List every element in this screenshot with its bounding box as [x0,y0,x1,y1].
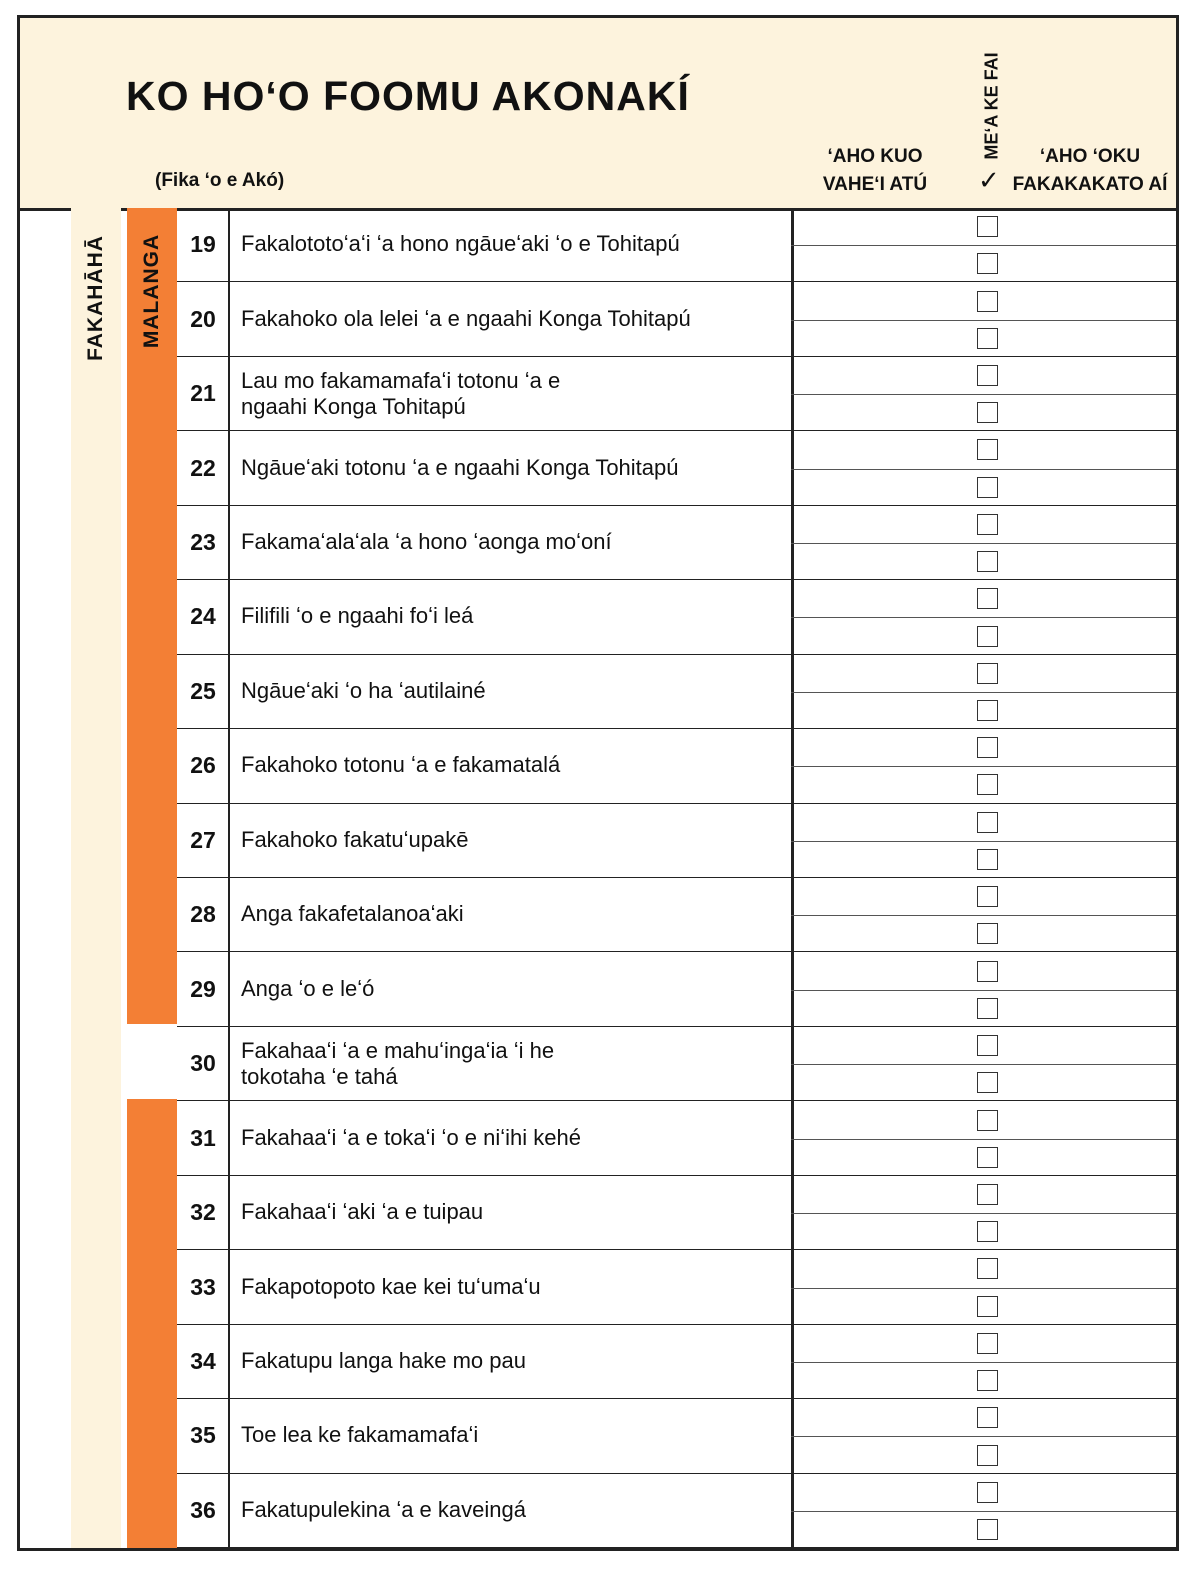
row-half-divider [791,245,1176,246]
row-divider [177,1547,1176,1548]
assignment-checkbox[interactable] [977,886,998,907]
lesson-title: Fakahaaʻi ʻa e mahuʻingaʻia ʻi he tokotaha ʻe tahá [241,1038,555,1090]
column-header-to-do-wrap [978,48,1006,163]
lesson-number: 20 [190,305,216,332]
assignment-checkbox[interactable] [977,588,998,609]
row-half-divider [791,915,1176,916]
lesson-number: 24 [190,603,216,630]
assignment-checkbox[interactable] [977,1258,998,1279]
lesson-title: Fakahoko ola lelei ʻa e ngaahi Konga Tohitapú [241,305,691,331]
lesson-number: 28 [190,901,216,928]
row-half-divider [791,1362,1176,1363]
lesson-title: Filifili ʻo e ngaahi foʻi leá [241,603,474,629]
table-row [20,1101,1176,1175]
assignment-checkbox[interactable] [977,291,998,312]
lesson-title: Fakahaaʻi ʻa e tokaʻi ʻo e niʻihi kehé [241,1124,581,1150]
row-half-divider [791,1064,1176,1065]
completion-checkbox[interactable] [977,849,998,870]
lesson-number: 25 [190,677,216,704]
table-row [20,580,1176,654]
table-row [20,1474,1176,1548]
assignment-checkbox[interactable] [977,365,998,386]
lesson-title: Fakatupu langa hake mo pau [241,1347,526,1373]
assignment-checkbox[interactable] [977,663,998,684]
lesson-title: Anga fakafetalanoaʻaki [241,901,464,927]
lesson-title: Fakahaaʻi ʻaki ʻa e tuipau [241,1199,484,1225]
lesson-number: 19 [190,231,216,258]
completion-checkbox[interactable] [977,551,998,572]
assignment-checkbox[interactable] [977,216,998,237]
lesson-number: 29 [190,975,216,1002]
table-row [20,1176,1176,1250]
assignment-checkbox[interactable] [977,1184,998,1205]
table-row [20,1325,1176,1399]
assignment-checkbox[interactable] [977,1035,998,1056]
assignment-checkbox[interactable] [977,961,998,982]
page-title: KO HOʻO FOOMU AKONAKÍ [126,73,690,119]
lesson-title: Fakamaʻalaʻala ʻa hono ʻaonga moʻoní [241,529,612,555]
section-label-fakahaha: FAKAHĀHĀ [84,235,107,361]
lesson-title: Anga ʻo e leʻó [241,975,375,1001]
table-row [20,655,1176,729]
lesson-number: 21 [190,380,216,407]
lesson-title: Ngāueʻaki ʻo ha ʻautilainé [241,677,486,703]
completion-checkbox[interactable] [977,402,998,423]
checkmark-icon: ✓ [978,165,1000,195]
completion-checkbox[interactable] [977,1221,998,1242]
completion-checkbox[interactable] [977,1370,998,1391]
row-half-divider [791,990,1176,991]
section-label-malanga: MALANGA [140,233,163,348]
table-row [20,878,1176,952]
assignment-checkbox[interactable] [977,514,998,535]
table-row [20,729,1176,803]
row-half-divider [791,394,1176,395]
table-row [20,282,1176,356]
row-half-divider [791,1213,1176,1214]
completion-checkbox[interactable] [977,1147,998,1168]
lesson-number: 34 [190,1347,216,1374]
completion-checkbox[interactable] [977,328,998,349]
lesson-number: 30 [190,1050,216,1077]
completion-checkbox[interactable] [977,1445,998,1466]
table-row [20,357,1176,431]
lesson-number: 32 [190,1199,216,1226]
assignment-checkbox[interactable] [977,1333,998,1354]
lesson-title: Fakahoko fakatuʻupakē [241,826,469,852]
completion-checkbox[interactable] [977,1519,998,1540]
lesson-number: 35 [190,1422,216,1449]
table-row [20,804,1176,878]
assignment-checkbox[interactable] [977,439,998,460]
row-half-divider [791,1288,1176,1289]
assignment-checkbox[interactable] [977,737,998,758]
lesson-number: 22 [190,454,216,481]
row-half-divider [791,1139,1176,1140]
column-header-to-do: MEʻA KE FAI [981,51,1002,160]
table-row [20,1399,1176,1473]
lesson-number: 31 [190,1124,216,1151]
lesson-number: 23 [190,529,216,556]
assignment-checkbox[interactable] [977,1407,998,1428]
page-subtitle: (Fika ʻo e Akó) [155,170,285,191]
completion-checkbox[interactable] [977,998,998,1019]
table-row [20,506,1176,580]
row-half-divider [791,1511,1176,1512]
lesson-title: Fakahoko totonu ʻa e fakamatalá [241,752,561,778]
row-half-divider [791,469,1176,470]
completion-checkbox[interactable] [977,253,998,274]
lesson-title: Toe lea ke fakamamafaʻi [241,1422,479,1448]
lesson-title: Ngāueʻaki totonu ʻa e ngaahi Konga Tohitapú [241,454,679,480]
table-row [20,431,1176,505]
lesson-title: Fakatupulekina ʻa e kaveingá [241,1496,526,1522]
lesson-number: 36 [190,1496,216,1523]
completion-checkbox[interactable] [977,923,998,944]
lesson-title: Fakapotopoto kae kei tuʻumaʻu [241,1273,541,1299]
header [20,18,1176,211]
completion-checkbox[interactable] [977,477,998,498]
completion-checkbox[interactable] [977,1072,998,1093]
lesson-number: 33 [190,1273,216,1300]
column-header-date-assigned: ʻAHO KUO VAHEʻI ATÚ [822,146,928,195]
column-header-date-completed: ʻAHO ʻOKU FAKAKAKATO AÍ [1012,146,1168,195]
row-half-divider [791,543,1176,544]
row-half-divider [791,766,1176,767]
form-frame [17,15,1179,1551]
completion-checkbox[interactable] [977,700,998,721]
table-row [20,208,1176,282]
completion-checkbox[interactable] [977,1296,998,1317]
lesson-title: Lau mo fakamamafaʻi totonu ʻa e ngaahi Konga Tohitapú [241,368,561,420]
completion-checkbox[interactable] [977,626,998,647]
table-row [20,953,1176,1027]
row-half-divider [791,841,1176,842]
lesson-title: Fakalototoʻaʻi ʻa hono ngāueʻaki ʻo e Tohitapú [241,231,680,257]
row-half-divider [791,320,1176,321]
lesson-number: 27 [190,826,216,853]
assignment-checkbox[interactable] [977,1110,998,1131]
assignment-checkbox[interactable] [977,1482,998,1503]
row-half-divider [791,617,1176,618]
lesson-number: 26 [190,752,216,779]
assignment-checkbox[interactable] [977,812,998,833]
table-row [20,1027,1176,1101]
table-row [20,1250,1176,1324]
row-half-divider [791,1436,1176,1437]
row-half-divider [791,692,1176,693]
completion-checkbox[interactable] [977,774,998,795]
